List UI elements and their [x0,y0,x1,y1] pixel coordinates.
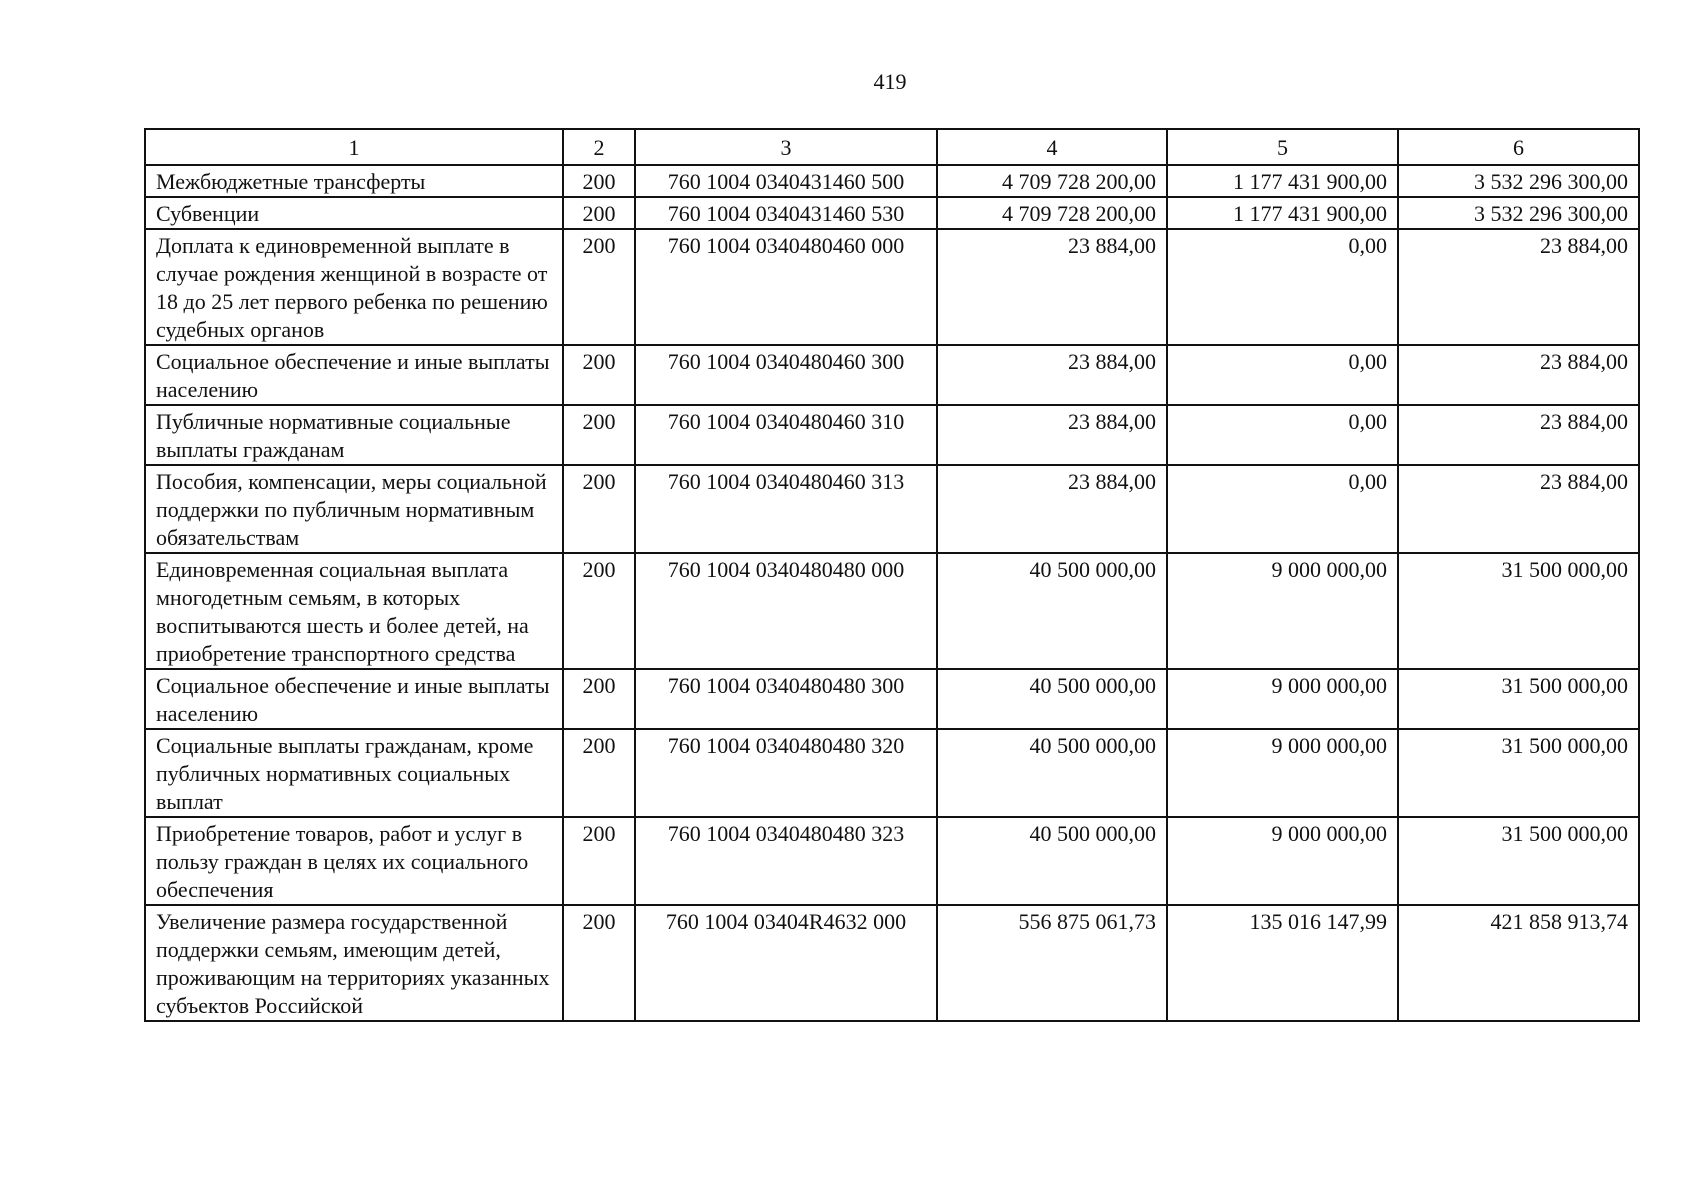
row-code: 760 1004 0340480480 000 [635,553,937,669]
row-column-6: 23 884,00 [1398,405,1639,465]
column-header: 5 [1167,129,1398,165]
row-column-6: 31 500 000,00 [1398,669,1639,729]
row-column-2: 200 [563,229,635,345]
row-column-6: 23 884,00 [1398,465,1639,553]
header-row [145,129,1639,165]
row-column-4: 23 884,00 [937,345,1167,405]
row-column-5: 0,00 [1167,465,1398,553]
row-column-4: 23 884,00 [937,229,1167,345]
row-column-4: 40 500 000,00 [937,729,1167,817]
row-column-2: 200 [563,817,635,905]
row-column-4: 23 884,00 [937,405,1167,465]
table-row [145,197,1639,229]
table-row [145,405,1639,465]
row-code: 760 1004 0340480460 310 [635,405,937,465]
row-column-2: 200 [563,729,635,817]
row-name: Приобретение товаров, работ и услуг в пользу граждан в целях их социального обеспечения [145,817,563,905]
row-column-5: 0,00 [1167,345,1398,405]
row-column-2: 200 [563,345,635,405]
row-name: Публичные нормативные социальные выплаты гражданам [145,405,563,465]
table-row [145,229,1639,345]
budget-table [144,128,1640,1022]
column-header: 2 [563,129,635,165]
table-body [145,165,1639,1021]
row-column-5: 0,00 [1167,405,1398,465]
row-column-2: 200 [563,905,635,1021]
column-header: 1 [145,129,563,165]
row-column-6: 421 858 913,74 [1398,905,1639,1021]
row-column-5: 9 000 000,00 [1167,729,1398,817]
row-name: Единовременная социальная выплата многодетным семьям, в которых воспитываются шесть и более детей, на приобретение транспортного средства [145,553,563,669]
row-name: Социальное обеспечение и иные выплаты населению [145,669,563,729]
row-column-5: 1 177 431 900,00 [1167,197,1398,229]
row-column-6: 3 532 296 300,00 [1398,165,1639,197]
row-code: 760 1004 0340480460 000 [635,229,937,345]
row-code: 760 1004 0340431460 530 [635,197,937,229]
row-column-2: 200 [563,165,635,197]
row-column-6: 3 532 296 300,00 [1398,197,1639,229]
row-column-2: 200 [563,465,635,553]
row-code: 760 1004 0340480480 320 [635,729,937,817]
page-number: 419 [873,69,907,94]
row-column-4: 40 500 000,00 [937,553,1167,669]
table-row [145,729,1639,817]
row-code: 760 1004 03404R4632 000 [635,905,937,1021]
table-header [145,129,1639,165]
column-header: 6 [1398,129,1639,165]
row-name: Социальное обеспечение и иные выплаты населению [145,345,563,405]
row-code: 760 1004 0340480460 313 [635,465,937,553]
row-column-4: 4 709 728 200,00 [937,165,1167,197]
table-row [145,165,1639,197]
row-column-6: 23 884,00 [1398,345,1639,405]
row-column-5: 0,00 [1167,229,1398,345]
row-code: 760 1004 0340431460 500 [635,165,937,197]
row-column-2: 200 [563,669,635,729]
row-code: 760 1004 0340480460 300 [635,345,937,405]
column-header: 4 [937,129,1167,165]
row-name: Доплата к единовременной выплате в случае рождения женщиной в возрасте от 18 до 25 лет первого ребенка по решению судебных органов [145,229,563,345]
row-code: 760 1004 0340480480 323 [635,817,937,905]
table-row [145,669,1639,729]
row-column-4: 40 500 000,00 [937,817,1167,905]
table-row [145,553,1639,669]
row-column-5: 9 000 000,00 [1167,669,1398,729]
row-column-6: 31 500 000,00 [1398,729,1639,817]
row-column-4: 23 884,00 [937,465,1167,553]
row-name: Пособия, компенсации, меры социальной поддержки по публичным нормативным обязательствам [145,465,563,553]
table-row [145,905,1639,1021]
row-column-2: 200 [563,405,635,465]
row-name: Субвенции [145,197,563,229]
row-name: Увеличение размера государственной поддержки семьям, имеющим детей, проживающим на территориях указанных субъектов Российской [145,905,563,1021]
row-column-5: 135 016 147,99 [1167,905,1398,1021]
row-name: Социальные выплаты гражданам, кроме публичных нормативных социальных выплат [145,729,563,817]
row-column-4: 556 875 061,73 [937,905,1167,1021]
row-column-5: 9 000 000,00 [1167,817,1398,905]
row-code: 760 1004 0340480480 300 [635,669,937,729]
table-row [145,817,1639,905]
row-column-6: 31 500 000,00 [1398,553,1639,669]
row-column-5: 9 000 000,00 [1167,553,1398,669]
row-column-4: 40 500 000,00 [937,669,1167,729]
row-column-2: 200 [563,553,635,669]
row-column-6: 23 884,00 [1398,229,1639,345]
row-column-2: 200 [563,197,635,229]
table-row [145,465,1639,553]
row-column-6: 31 500 000,00 [1398,817,1639,905]
column-header: 3 [635,129,937,165]
row-column-5: 1 177 431 900,00 [1167,165,1398,197]
row-name: Межбюджетные трансферты [145,165,563,197]
row-column-4: 4 709 728 200,00 [937,197,1167,229]
table-row [145,345,1639,405]
